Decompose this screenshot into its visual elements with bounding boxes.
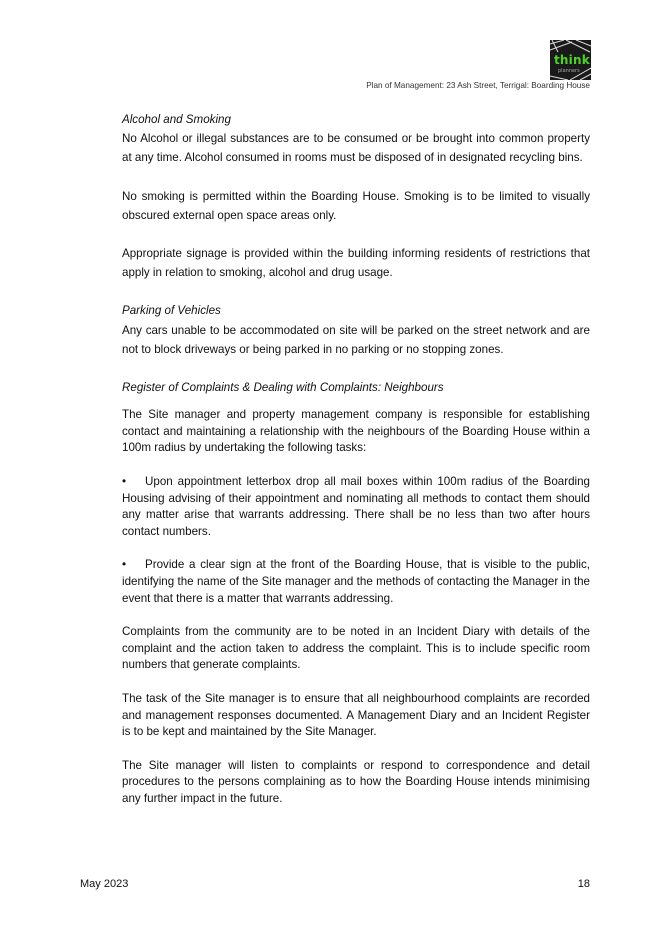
document-body (122, 110, 590, 808)
heading-alcohol-smoking: Alcohol and Smoking (122, 113, 231, 126)
paragraph-site-manager-responsibility: The Site manager and property management company is responsible for establishing contact and maintaining a relationship with the neighbours of the Boarding House within a 100m radius by undertaking the following tasks: (122, 408, 590, 455)
paragraph-incident-diary: Complaints from the community are to be noted in an Incident Diary with details of the complaint and the action taken to address the complaint. This is to include specific room numbers that generate complaints. (122, 625, 590, 672)
bullet-point: • (122, 558, 127, 572)
heading-parking: Parking of Vehicles (122, 304, 221, 318)
bullet-point: • (122, 475, 127, 489)
footer-date: May 2023 (80, 878, 129, 890)
paragraph-parking: Any cars unable to be accommodated on site will be parked on the street network and are not to block driveways or being parked in no parking or no stopping zones. (122, 323, 590, 356)
bullet-text: Provide a clear sign at the front of the Boarding House, that is visible to the public, identifying the name of the Site manager and the methods of contacting the Manager in the event that there is a matter that warrants addressing. (122, 558, 590, 605)
footer-page-number: 18 (577, 878, 590, 890)
bullet-clear-sign (122, 557, 590, 607)
bullet-letterbox-drop (122, 474, 590, 540)
paragraph-smoking: No smoking is permitted within the Boarding House. Smoking is to be limited to visually obscured external open space areas only. (122, 189, 590, 222)
page-header-title: Plan of Management: 23 Ash Street, Terrigal: Boarding House (366, 81, 590, 90)
paragraph-management-diary: The task of the Site manager is to ensure that all neighbourhood complaints are recorded and management responses documented. A Management Diary and an Incident Register is to be kept and maintained by the Site Manager. (122, 691, 590, 739)
paragraph-correspondence: The Site manager will listen to complaints or respond to correspondence and detail procedures to the persons complaining as to how the Boarding House intends minimising any further impact in the future. (122, 758, 590, 805)
heading-register-complaints: Register of Complaints & Dealing with Complaints: Neighbours (122, 381, 444, 395)
paragraph-signage: Appropriate signage is provided within the building informing residents of restrictions that apply in relation to smoking, alcohol and drug usage. (122, 247, 590, 280)
paragraph-alcohol: No Alcohol or illegal substances are to be consumed or be brought into common property at any time. Alcohol consumed in rooms must be disposed of in designated recycling bins. (122, 132, 590, 165)
logo-subtext: planners (558, 68, 580, 74)
bullet-text: Upon appointment letterbox drop all mail boxes within 100m radius of the Boarding Housing advising of their appointment and nominating all methods to contact them should any matter arise that warrants addressing. There shall be no less than two after hours contact numbers. (122, 475, 590, 538)
think-logo (550, 40, 591, 80)
logo-wordmark: think (554, 53, 590, 67)
